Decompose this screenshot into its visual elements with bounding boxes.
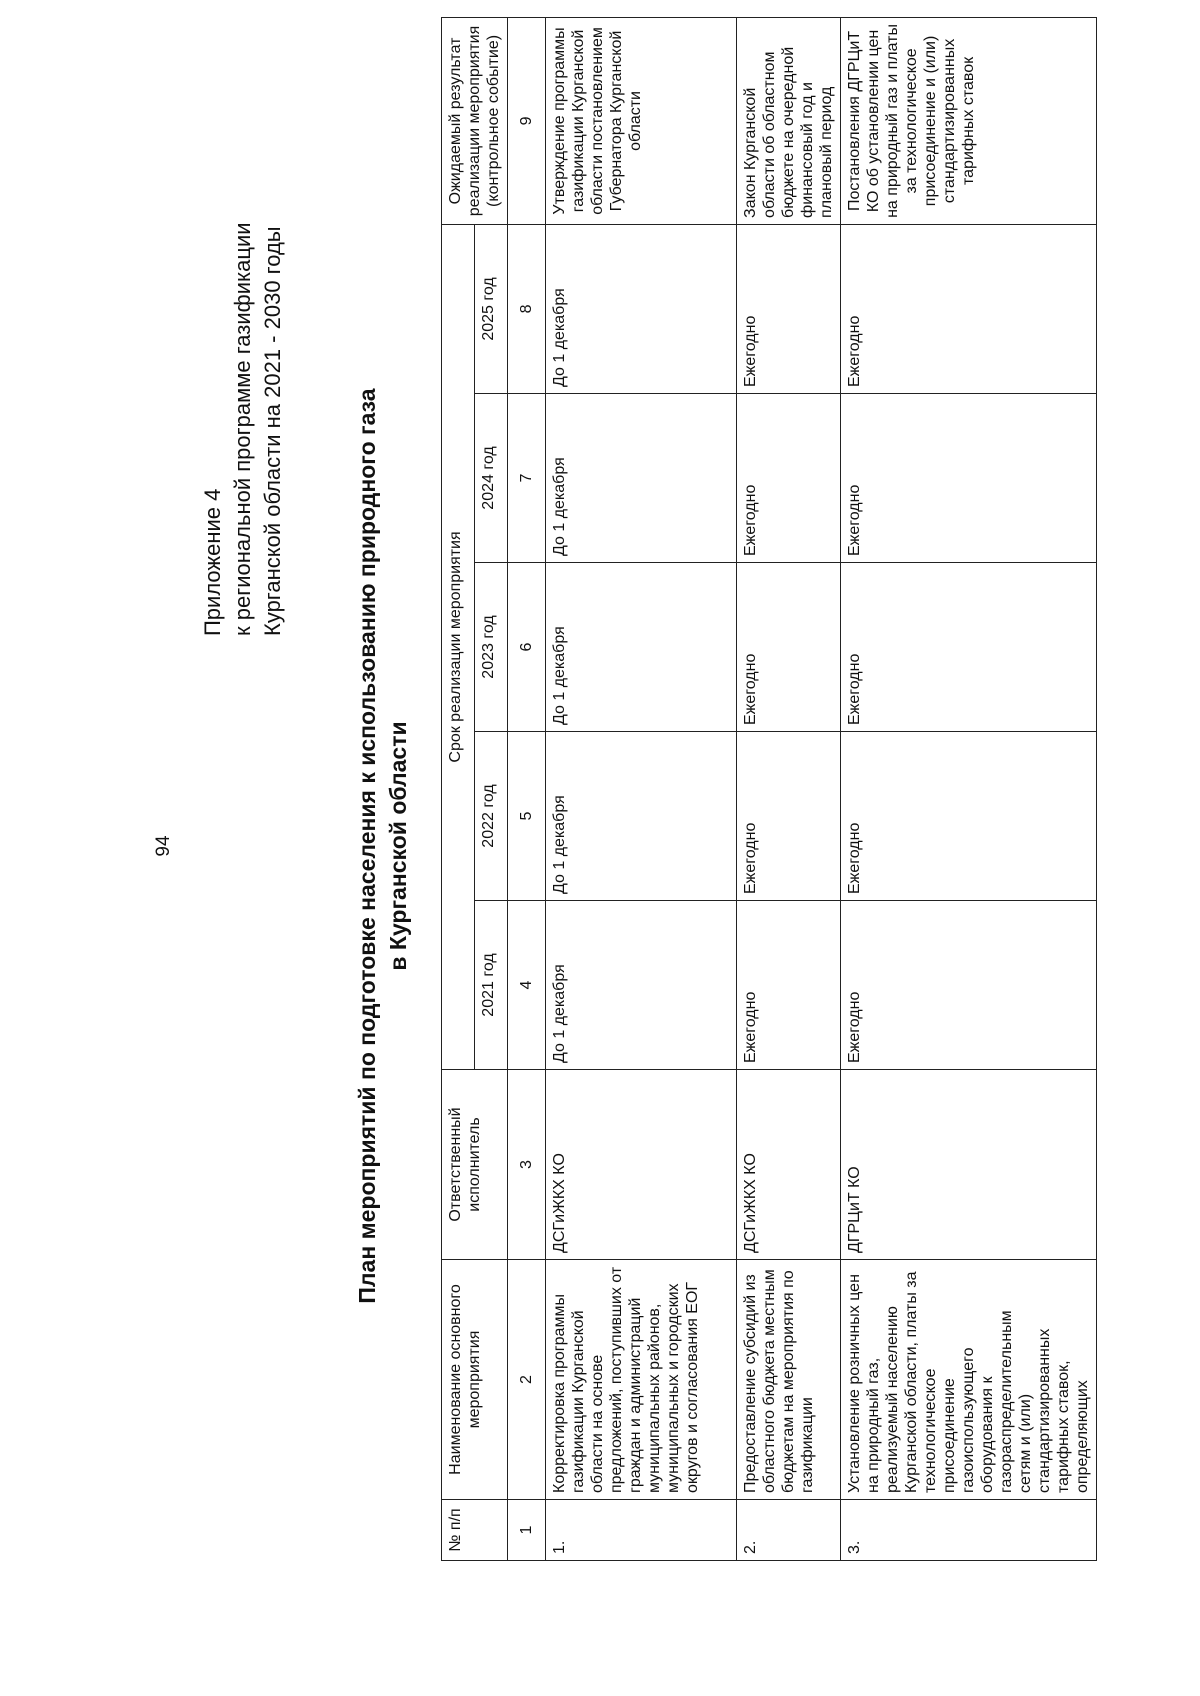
plan-table xyxy=(441,17,1097,1561)
row-executor: ДСГиЖКХ КО xyxy=(546,1070,737,1260)
row-executor: ДСГиЖКХ КО xyxy=(737,1070,841,1260)
row-year-deadline: До 1 декабря xyxy=(546,224,737,393)
row-year-deadline: До 1 декабря xyxy=(546,563,737,732)
appendix-line-2: к региональной программе газификации xyxy=(230,222,255,636)
column-number: 7 xyxy=(508,394,546,563)
row-num: 3. xyxy=(841,1500,1097,1561)
row-year-deadline: Ежегодно xyxy=(737,224,841,393)
column-number: 8 xyxy=(508,224,546,393)
header-period-group: Срок реализации мероприятия xyxy=(442,224,475,1069)
row-num: 2. xyxy=(737,1500,841,1561)
row-result: Закон Курганской области об областном бюджете на очередной финансовый год и плановый период xyxy=(737,17,841,224)
appendix-line-3: Курганской области на 2021 - 2030 годы xyxy=(260,226,285,636)
header-result: Ожидаемый результат реализации мероприятия (контрольное событие) xyxy=(442,17,508,224)
header-executor: Ответственный исполнитель xyxy=(442,1070,508,1260)
header-year: 2022 год xyxy=(475,732,508,901)
column-number: 4 xyxy=(508,901,546,1070)
row-year-deadline: Ежегодно xyxy=(737,732,841,901)
row-num: 1. xyxy=(546,1500,737,1561)
row-year-deadline: До 1 декабря xyxy=(546,732,737,901)
row-result: Постановления ДГРЦиТ КО об установлении цен на природный газ и платы за технологическое присоединение и (или) стандартизированных тарифных ставок xyxy=(841,17,1097,224)
table-row xyxy=(841,17,1097,1560)
header-num: № п/п xyxy=(442,1500,508,1561)
row-result: Утверждение программы газификации Курганской области постановлением Губернатора Курганской области xyxy=(546,17,737,224)
column-number: 6 xyxy=(508,563,546,732)
row-year-deadline: Ежегодно xyxy=(841,901,1097,1070)
column-number: 2 xyxy=(508,1260,546,1500)
plan-title-line-2: в Курганской области xyxy=(385,721,411,971)
column-numbers-row xyxy=(508,17,546,1560)
plan-title xyxy=(352,146,414,1546)
row-year-deadline: Ежегодно xyxy=(841,563,1097,732)
header-name: Наименование основного мероприятия xyxy=(442,1260,508,1500)
appendix-line-1: Приложение 4 xyxy=(200,488,225,636)
header-year: 2021 год xyxy=(475,901,508,1070)
row-year-deadline: Ежегодно xyxy=(737,901,841,1070)
row-year-deadline: Ежегодно xyxy=(841,732,1097,901)
row-year-deadline: Ежегодно xyxy=(841,394,1097,563)
header-year: 2023 год xyxy=(475,563,508,732)
row-year-deadline: Ежегодно xyxy=(737,563,841,732)
row-name: Корректировка программы газификации Курганской области на основе предложений, поступивших от граждан и администраций муниципальных районов, муниципальных и городских округов и согласования ЕОГ xyxy=(546,1260,737,1500)
row-year-deadline: Ежегодно xyxy=(841,224,1097,393)
appendix-header xyxy=(198,76,288,636)
row-name: Предоставление субсидий из областного бюджета местным бюджетам на мероприятия по газификации xyxy=(737,1260,841,1500)
row-year-deadline: До 1 декабря xyxy=(546,901,737,1070)
row-executor: ДГРЦиТ КО xyxy=(841,1070,1097,1260)
table-header-row xyxy=(442,17,475,1560)
row-name: Установление розничных цен на природный газ, реализуемый населению Курганской области, платы за технологическое присоединение газоиспользующего оборудования к газораспределительным сетям и (или) стандартизированных тарифных ставок, определяющих xyxy=(841,1260,1097,1500)
row-year-deadline: Ежегодно xyxy=(737,394,841,563)
table-row xyxy=(737,17,841,1560)
column-number: 9 xyxy=(508,17,546,224)
header-year: 2024 год xyxy=(475,394,508,563)
plan-title-line-1: План мероприятий по подготовке населения к использованию природного газа xyxy=(354,388,380,1304)
row-year-deadline: До 1 декабря xyxy=(546,394,737,563)
header-year: 2025 год xyxy=(475,224,508,393)
page-number: 94 xyxy=(153,835,174,857)
table-row xyxy=(546,17,737,1560)
column-number: 3 xyxy=(508,1070,546,1260)
column-number: 5 xyxy=(508,732,546,901)
column-number: 1 xyxy=(508,1500,546,1561)
